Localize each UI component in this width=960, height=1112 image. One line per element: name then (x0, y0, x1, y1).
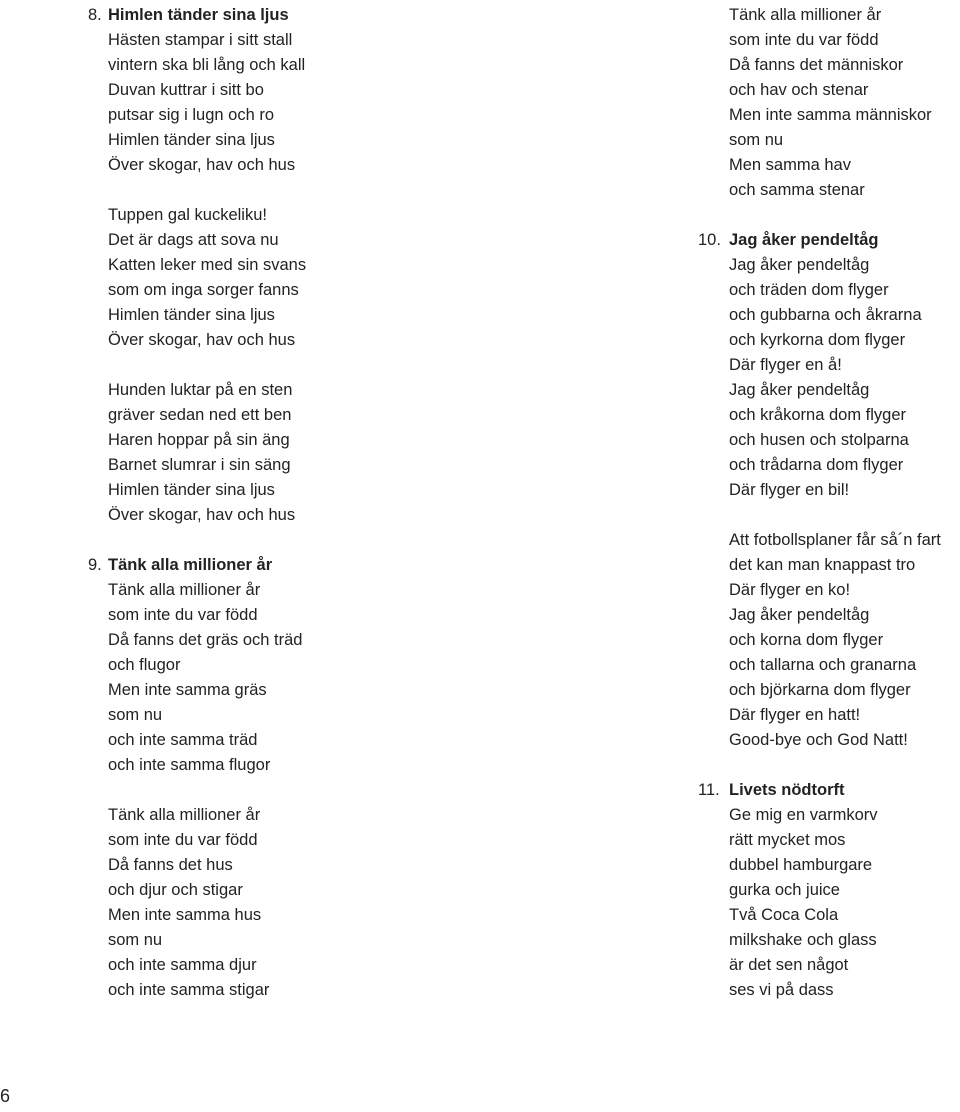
verse-line: som nu (729, 131, 784, 149)
stanza (698, 3, 960, 203)
verse-line: och samma stenar (729, 181, 865, 199)
stanza (88, 203, 448, 353)
verse-line: Men samma hav (729, 156, 851, 174)
verse-line: Där flyger en hatt! (729, 706, 861, 724)
verse-line: och trådarna dom flyger (729, 456, 904, 474)
verse-line: vintern ska bli lång och kall (108, 56, 306, 74)
verse-line: Jag åker pendeltåg (729, 381, 870, 399)
verse-line: och inte samma djur (108, 956, 257, 974)
verse-line: Över skogar, hav och hus (108, 156, 296, 174)
verse-line: Det är dags att sova nu (108, 231, 279, 249)
verse-line: Där flyger en å! (729, 356, 842, 374)
stanza (698, 803, 960, 1003)
song (88, 3, 448, 528)
verse-line: milkshake och glass (729, 931, 877, 949)
verse-line: Två Coca Cola (729, 906, 839, 924)
verse-line: det kan man knappast tro (729, 556, 916, 574)
verse-line: Då fanns det gräs och träd (108, 631, 303, 649)
verse-line: Katten leker med sin svans (108, 256, 307, 274)
verse-line: Men inte samma människor (729, 106, 932, 124)
song-continuation (698, 3, 960, 203)
verse-line: Där flyger en bil! (729, 481, 850, 499)
song-heading (698, 778, 960, 803)
verse-line: Men inte samma gräs (108, 681, 267, 699)
verse-line: Tänk alla millioner år (108, 806, 261, 824)
song-number: 11. (698, 781, 720, 799)
verse-line: Jag åker pendeltåg (729, 256, 870, 274)
verse-line: ses vi på dass (729, 981, 834, 999)
page-number: 6 (0, 1086, 11, 1106)
song (698, 778, 960, 1003)
stanza (698, 528, 960, 753)
left-column (88, 3, 448, 1028)
verse-line: Tuppen gal kuckeliku! (108, 206, 267, 224)
verse-line: och flugor (108, 656, 181, 674)
verse-line: Duvan kuttrar i sitt bo (108, 81, 264, 99)
verse-line: som om inga sorger fanns (108, 281, 299, 299)
stanza (698, 253, 960, 503)
verse-line: och gubbarna och åkrarna (729, 306, 922, 324)
song-title: Himlen tänder sina ljus (108, 6, 289, 24)
verse-line: som nu (108, 931, 163, 949)
song (698, 228, 960, 753)
song-title: Livets nödtorft (729, 781, 845, 799)
verse-line: dubbel hamburgare (729, 856, 873, 874)
stanza (88, 803, 448, 1003)
verse-line: och korna dom flyger (729, 631, 884, 649)
verse-line: Men inte samma hus (108, 906, 262, 924)
song-title: Tänk alla millioner år (108, 556, 273, 574)
verse-line: Jag åker pendeltåg (729, 606, 870, 624)
verse-line: Tänk alla millioner år (729, 6, 882, 24)
verse-line: och kyrkorna dom flyger (729, 331, 906, 349)
verse-line: som inte du var född (108, 831, 258, 849)
song-number: 9. (88, 556, 102, 574)
verse-line: Barnet slumrar i sin säng (108, 456, 291, 474)
verse-line: Himlen tänder sina ljus (108, 306, 275, 324)
verse-line: Tänk alla millioner år (108, 581, 261, 599)
verse-line: Himlen tänder sina ljus (108, 131, 275, 149)
song (88, 553, 448, 1003)
verse-line: och inte samma träd (108, 731, 258, 749)
verse-line: Ge mig en varmkorv (729, 806, 878, 824)
song-heading (698, 228, 960, 253)
verse-line: som inte du var född (108, 606, 258, 624)
verse-line: gurka och juice (729, 881, 840, 899)
verse-line: och tallarna och granarna (729, 656, 917, 674)
verse-line: Himlen tänder sina ljus (108, 481, 275, 499)
verse-line: och björkarna dom flyger (729, 681, 911, 699)
verse-line: Då fanns det hus (108, 856, 233, 874)
verse-line: och inte samma stigar (108, 981, 270, 999)
verse-line: Haren hoppar på sin äng (108, 431, 290, 449)
song-heading (88, 3, 448, 28)
stanza (88, 378, 448, 528)
verse-line: putsar sig i lugn och ro (108, 106, 275, 124)
stanza (88, 28, 448, 178)
verse-line: och husen och stolparna (729, 431, 909, 449)
song-number: 10. (698, 231, 721, 249)
song-title: Jag åker pendeltåg (729, 231, 879, 249)
verse-line: och hav och stenar (729, 81, 869, 99)
verse-line: Hästen stampar i sitt stall (108, 31, 293, 49)
verse-line: rätt mycket mos (729, 831, 846, 849)
verse-line: och inte samma flugor (108, 756, 271, 774)
verse-line: och kråkorna dom flyger (729, 406, 906, 424)
verse-line: Då fanns det människor (729, 56, 904, 74)
right-column (698, 3, 960, 1028)
verse-line: är det sen något (729, 956, 849, 974)
verse-line: Hunden luktar på en sten (108, 381, 293, 399)
verse-line: och träden dom flyger (729, 281, 889, 299)
verse-line: Över skogar, hav och hus (108, 331, 296, 349)
song-heading (88, 553, 448, 578)
verse-line: som nu (108, 706, 163, 724)
verse-line: Att fotbollsplaner får så´n fart (729, 531, 941, 549)
verse-line: Över skogar, hav och hus (108, 506, 296, 524)
verse-line: Good-bye och God Natt! (729, 731, 908, 749)
stanza (88, 578, 448, 778)
song-number: 8. (88, 6, 102, 24)
verse-line: Där flyger en ko! (729, 581, 851, 599)
verse-line: som inte du var född (729, 31, 879, 49)
verse-line: gräver sedan ned ett ben (108, 406, 292, 424)
verse-line: och djur och stigar (108, 881, 243, 899)
